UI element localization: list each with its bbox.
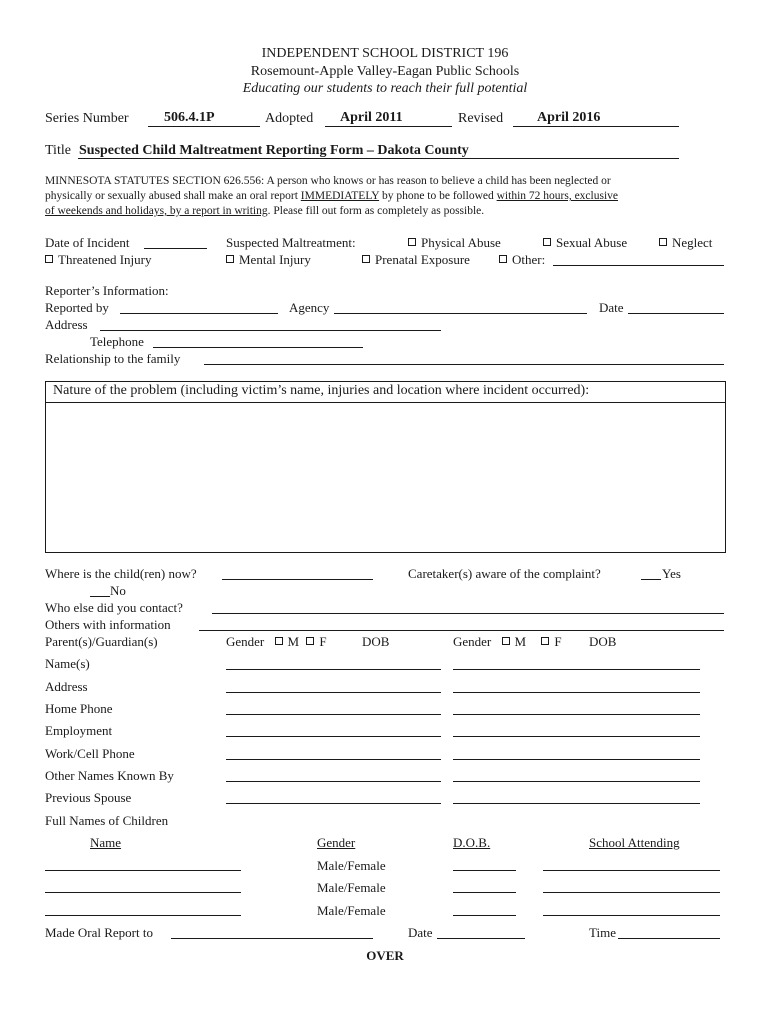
col-school-header: School Attending (589, 835, 680, 850)
child3-gender: Male/Female (317, 903, 386, 918)
guardian1-gender-group (226, 634, 327, 650)
reported-by-label: Reported by (45, 300, 109, 315)
oral-report-label: Made Oral Report to (45, 925, 153, 940)
checkbox-prenatal-exposure[interactable] (362, 252, 470, 268)
checkbox-mental-injury[interactable] (226, 252, 311, 268)
child2-dob-field[interactable] (453, 892, 516, 893)
adopted-label: Adopted (265, 111, 314, 126)
checkbox-icon[interactable] (499, 255, 507, 263)
parents-guardians-label: Parent(s)/Guardian(s) (45, 634, 158, 649)
oral-report-field[interactable] (171, 938, 373, 939)
telephone-label: Telephone (90, 334, 144, 349)
address-field[interactable] (100, 330, 441, 331)
guardian1-previous-spouse-field[interactable] (226, 803, 441, 804)
checkbox-sexual-abuse[interactable] (543, 235, 627, 251)
guardian2-name-field[interactable] (453, 669, 700, 670)
caretaker-no-label: No (110, 583, 126, 598)
checkbox-other[interactable] (499, 252, 545, 268)
child3-dob-field[interactable] (453, 915, 516, 916)
adopted-line (325, 126, 452, 127)
statute-line-1: MINNESOTA STATUTES SECTION 626.556: A person who knows or has reason to believe a child has been neglected or (45, 175, 611, 187)
other-field[interactable] (553, 265, 724, 266)
col-name-header: Name (90, 835, 122, 850)
guardian2-employment-field[interactable] (453, 736, 700, 737)
guardian2-address-field[interactable] (453, 692, 700, 693)
others-with-information-label: Others with information (45, 617, 171, 632)
guardian1-name-field[interactable] (226, 669, 441, 670)
guardian1-home-phone-field[interactable] (226, 714, 441, 715)
gender-f-label: F (554, 634, 562, 649)
prenatal-exposure-label: Prenatal Exposure (375, 252, 470, 267)
guardian1-dob-label: DOB (362, 634, 390, 649)
names-label: Name(s) (45, 656, 90, 671)
checkbox-icon[interactable] (541, 637, 549, 645)
reporter-date-label: Date (599, 300, 624, 315)
neglect-label: Neglect (672, 235, 713, 250)
checkbox-neglect[interactable] (659, 235, 712, 251)
child1-gender: Male/Female (317, 858, 386, 873)
child1-name-field[interactable] (45, 870, 241, 871)
form-title: Suspected Child Maltreatment Reporting Form – Dakota County (79, 143, 469, 158)
gender-label: Gender (226, 634, 265, 649)
statute-text-c: by phone to be followed (379, 190, 497, 202)
guardian2-previous-spouse-field[interactable] (453, 803, 700, 804)
title-label: Title (45, 143, 71, 158)
nature-of-problem-title: Nature of the problem (including victim’s name, injuries and location where incident occurred): (53, 383, 590, 398)
col-dob-header: D.O.B. (453, 835, 491, 850)
caretaker-yes-field[interactable] (641, 579, 661, 580)
revised-value: April 2016 (537, 110, 601, 125)
child1-school-field[interactable] (543, 870, 720, 871)
district-name: INDEPENDENT SCHOOL DISTRICT 196 (261, 46, 509, 61)
checkbox-physical-abuse[interactable] (408, 235, 501, 251)
revised-label: Revised (458, 111, 504, 126)
sexual-abuse-label: Sexual Abuse (556, 235, 628, 250)
gender-f-label: F (319, 634, 327, 649)
motto: Educating our students to reach their full potential (242, 81, 528, 96)
where-child-field[interactable] (222, 579, 373, 580)
series-number-label: Series Number (45, 111, 129, 126)
guardian2-dob-label: DOB (589, 634, 617, 649)
checkbox-icon[interactable] (362, 255, 370, 263)
physical-abuse-label: Physical Abuse (421, 235, 501, 250)
statute-text-a: physically or sexually abused shall make an oral report (45, 190, 301, 202)
over-label: OVER (366, 948, 404, 963)
reported-by-field[interactable] (120, 313, 278, 314)
home-phone-label: Home Phone (45, 701, 113, 716)
guardian1-work-phone-field[interactable] (226, 759, 441, 760)
oral-report-time-field[interactable] (618, 938, 720, 939)
checkbox-icon[interactable] (275, 637, 283, 645)
child2-gender: Male/Female (317, 880, 386, 895)
statute-text-fill: . Please fill out form as completely as possible. (267, 205, 485, 217)
agency-label: Agency (289, 300, 330, 315)
previous-spouse-label: Previous Spouse (45, 790, 132, 805)
relationship-field[interactable] (204, 364, 724, 365)
date-of-incident-label: Date of Incident (45, 235, 130, 250)
agency-field[interactable] (334, 313, 587, 314)
checkbox-threatened-injury[interactable] (45, 252, 151, 268)
full-names-children-label: Full Names of Children (45, 813, 169, 828)
who-else-contacted-label: Who else did you contact? (45, 600, 183, 615)
mental-injury-label: Mental Injury (239, 252, 311, 267)
relationship-label: Relationship to the family (45, 351, 181, 366)
school-names: Rosemount-Apple Valley-Eagan Public Schools (250, 64, 520, 79)
gender-label: Gender (453, 634, 492, 649)
checkbox-icon[interactable] (543, 238, 551, 246)
statute-line-3 (45, 205, 484, 217)
statute-weekends: of weekends and holidays, by a report in writing (45, 205, 268, 217)
guardian2-work-phone-field[interactable] (453, 759, 700, 760)
guardian2-gender-group (453, 634, 562, 650)
oral-report-date-field[interactable] (437, 938, 525, 939)
reporter-heading: Reporter’s Information: (45, 283, 169, 298)
gender-m-label: M (514, 634, 527, 649)
work-cell-phone-label: Work/Cell Phone (45, 746, 135, 761)
child3-name-field[interactable] (45, 915, 241, 916)
checkbox-icon[interactable] (659, 238, 667, 246)
col-gender-header: Gender (317, 835, 356, 850)
nature-of-problem-field[interactable] (46, 403, 725, 551)
threatened-injury-label: Threatened Injury (58, 252, 152, 267)
address-label: Address (45, 317, 88, 332)
child2-school-field[interactable] (543, 892, 720, 893)
where-child-label: Where is the child(ren) now? (45, 566, 197, 581)
series-number-value: 506.4.1P (164, 110, 215, 125)
guardian1-address-field[interactable] (226, 692, 441, 693)
checkbox-icon[interactable] (306, 637, 314, 645)
oral-report-date-label: Date (408, 925, 433, 940)
checkbox-icon[interactable] (408, 238, 416, 246)
date-of-incident-field[interactable] (144, 248, 207, 249)
guardian1-other-names-field[interactable] (226, 781, 441, 782)
child2-name-field[interactable] (45, 892, 241, 893)
oral-report-time-label: Time (589, 925, 616, 940)
gender-m-label: M (287, 634, 300, 649)
child1-dob-field[interactable] (453, 870, 516, 871)
checkbox-icon[interactable] (502, 637, 510, 645)
other-label: Other: (512, 252, 546, 267)
reporter-date-field[interactable] (628, 313, 724, 314)
caretaker-no-field[interactable] (90, 596, 110, 597)
revised-line (513, 126, 679, 127)
suspected-maltreatment-label: Suspected Maltreatment: (226, 235, 356, 250)
nature-of-problem-box (45, 381, 726, 553)
caretaker-aware-label: Caretaker(s) aware of the complaint? (408, 566, 601, 581)
guardian1-employment-field[interactable] (226, 736, 441, 737)
statute-immediately: IMMEDIATELY (300, 190, 380, 202)
statute-72-hours: within 72 hours, exclusive (496, 190, 618, 202)
caretaker-yes-label: Yes (662, 566, 681, 581)
adopted-value: April 2011 (340, 110, 403, 125)
checkbox-icon[interactable] (226, 255, 234, 263)
series-number-line (148, 126, 260, 127)
employment-label: Employment (45, 723, 113, 738)
guardian-address-label: Address (45, 679, 88, 694)
nature-of-problem-header (46, 382, 725, 403)
guardian2-other-names-field[interactable] (453, 781, 700, 782)
who-else-contacted-field[interactable] (212, 613, 724, 614)
child3-school-field[interactable] (543, 915, 720, 916)
guardian2-home-phone-field[interactable] (453, 714, 700, 715)
checkbox-icon[interactable] (45, 255, 53, 263)
others-with-information-field[interactable] (199, 630, 724, 631)
statute-line-2 (45, 190, 618, 202)
telephone-field[interactable] (153, 347, 363, 348)
other-names-label: Other Names Known By (45, 768, 174, 783)
